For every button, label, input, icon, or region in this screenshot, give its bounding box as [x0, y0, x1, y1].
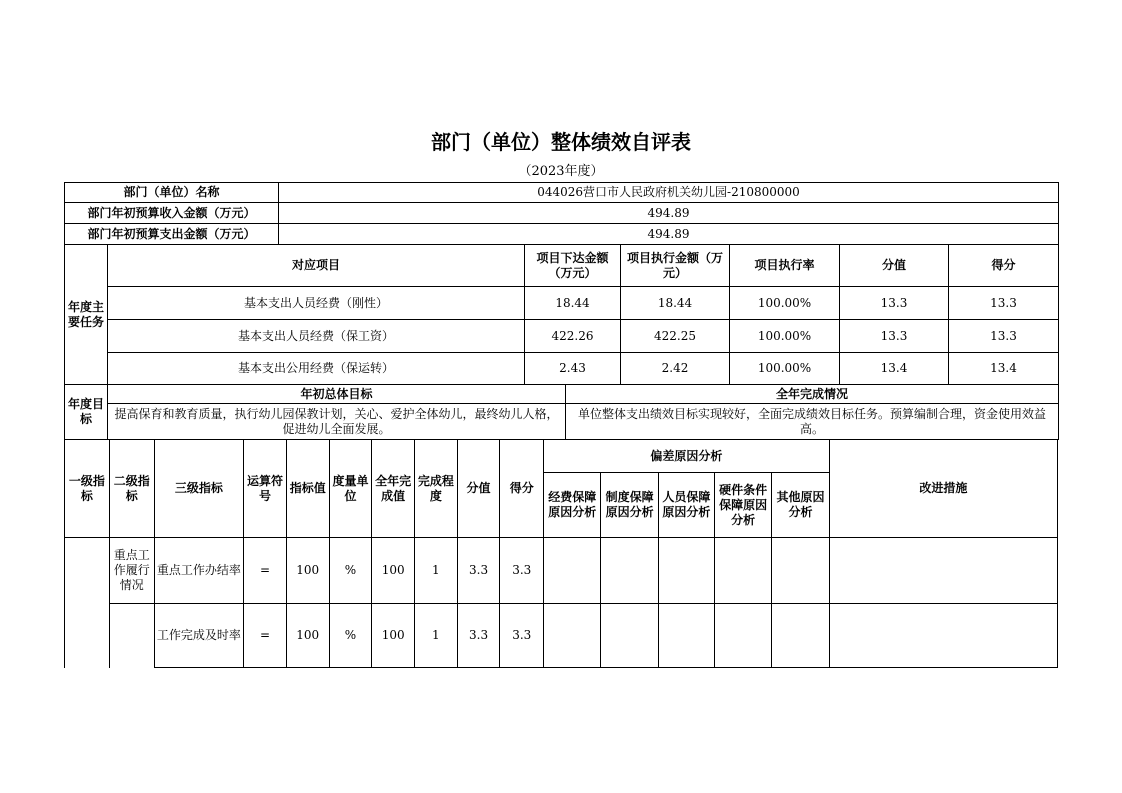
- operator-cell: =: [244, 538, 287, 604]
- task-score-value: 13.3: [840, 320, 949, 353]
- dev-system-cell: [601, 538, 658, 604]
- task-executed: 18.44: [621, 287, 730, 320]
- task-issued: 422.26: [525, 320, 621, 353]
- expense-budget-label: 部门年初预算支出金额（万元）: [65, 224, 279, 245]
- task-row: [65, 353, 1059, 385]
- col-issued-amount: 项目下达金额（万元）: [525, 245, 621, 287]
- task-name: 基本支出人员经费（保工资）: [108, 320, 525, 353]
- task-issued: 2.43: [525, 353, 621, 385]
- actual-cell: 100: [372, 538, 415, 604]
- completion-label: 全年完成情况: [566, 385, 1059, 404]
- completion-text: 单位整体支出绩效目标实现较好，全面完成绩效目标任务。预算编制合理，资金使用效益高。: [566, 404, 1059, 440]
- col-dev-funding: 经费保障原因分析: [544, 473, 601, 538]
- task-rate: 100.00%: [730, 287, 840, 320]
- targets-table: [64, 384, 1059, 440]
- indicator-row: [65, 604, 1058, 668]
- col-degree: 完成程度: [415, 440, 458, 538]
- task-rate: 100.00%: [730, 353, 840, 385]
- col-execution-rate: 项目执行率: [730, 245, 840, 287]
- col-level2: 二级指标: [109, 440, 154, 538]
- dev-staff-cell: [658, 604, 714, 668]
- dev-funding-cell: [544, 538, 601, 604]
- col-score-value: 分值: [840, 245, 949, 287]
- task-score: 13.4: [949, 353, 1059, 385]
- unit-cell: %: [329, 538, 372, 604]
- fiscal-year: （2023年度）: [518, 164, 604, 179]
- score-value-cell: 3.3: [457, 538, 500, 604]
- level2-cell: [109, 604, 154, 668]
- task-executed: 2.42: [621, 353, 730, 385]
- col-operator: 运算符号: [244, 440, 287, 538]
- dev-staff-cell: [658, 538, 714, 604]
- dev-other-cell: [772, 538, 829, 604]
- task-issued: 18.44: [525, 287, 621, 320]
- col-score: 得分: [949, 245, 1059, 287]
- expense-budget-value: 494.89: [279, 224, 1059, 245]
- level3-cell: 工作完成及时率: [154, 604, 244, 668]
- task-score-value: 13.3: [840, 287, 949, 320]
- improvement-cell: [829, 538, 1057, 604]
- indicators-table: [64, 439, 1058, 668]
- unit-name-value: 044026营口市人民政府机关幼儿园-210800000: [279, 183, 1059, 203]
- col-dev-staff: 人员保障原因分析: [658, 473, 714, 538]
- col-actual: 全年完成值: [372, 440, 415, 538]
- col-level3: 三级指标: [154, 440, 244, 538]
- score-value-cell: 3.3: [457, 604, 500, 668]
- score-cell: 3.3: [500, 538, 544, 604]
- dev-funding-cell: [544, 604, 601, 668]
- dev-hardware-cell: [715, 538, 772, 604]
- score-cell: 3.3: [500, 604, 544, 668]
- initial-target-label: 年初总体目标: [108, 385, 566, 404]
- target-cell: 100: [286, 604, 329, 668]
- col-level1: 一级指标: [65, 440, 110, 538]
- col-deviation: 偏差原因分析: [544, 440, 830, 473]
- actual-cell: 100: [372, 604, 415, 668]
- col-score-value: 分值: [457, 440, 500, 538]
- page-title: 部门（单位）整体绩效自评表: [431, 130, 691, 154]
- col-executed-amount: 项目执行金额（万元）: [621, 245, 730, 287]
- dev-other-cell: [772, 604, 829, 668]
- task-executed: 422.25: [621, 320, 730, 353]
- summary-table: [64, 182, 1059, 385]
- improvement-cell: [829, 604, 1057, 668]
- income-budget-value: 494.89: [279, 203, 1059, 224]
- col-project: 对应项目: [108, 245, 525, 287]
- task-name: 基本支出人员经费（刚性）: [108, 287, 525, 320]
- income-budget-label: 部门年初预算收入金额（万元）: [65, 203, 279, 224]
- task-row: [65, 320, 1059, 353]
- task-rate: 100.00%: [730, 320, 840, 353]
- task-score: 13.3: [949, 320, 1059, 353]
- level3-cell: 重点工作办结率: [154, 538, 244, 604]
- unit-name-label: 部门（单位）名称: [65, 183, 279, 203]
- level2-cell: 重点工作履行情况: [109, 538, 154, 604]
- col-score: 得分: [500, 440, 544, 538]
- degree-cell: 1: [415, 604, 458, 668]
- col-dev-system: 制度保障原因分析: [601, 473, 658, 538]
- col-target: 指标值: [286, 440, 329, 538]
- dev-system-cell: [601, 604, 658, 668]
- task-score: 13.3: [949, 287, 1059, 320]
- annual-targets-label: 年度目标: [65, 385, 108, 440]
- col-improvement: 改进措施: [829, 440, 1057, 538]
- col-dev-hardware: 硬件条件保障原因分析: [715, 473, 772, 538]
- dev-hardware-cell: [715, 604, 772, 668]
- task-row: [65, 287, 1059, 320]
- operator-cell: =: [244, 604, 287, 668]
- unit-cell: %: [329, 604, 372, 668]
- col-unit: 度量单位: [329, 440, 372, 538]
- annual-tasks-label: 年度主要任务: [65, 245, 108, 385]
- indicator-row: [65, 538, 1058, 604]
- degree-cell: 1: [415, 538, 458, 604]
- target-cell: 100: [286, 538, 329, 604]
- level1-cell: [65, 538, 110, 668]
- task-score-value: 13.4: [840, 353, 949, 385]
- initial-target-text: 提高保育和教育质量，执行幼儿园保教计划，关心、爱护全体幼儿，最终幼儿人格，促进幼儿全面发展。: [108, 404, 566, 440]
- task-name: 基本支出公用经费（保运转）: [108, 353, 525, 385]
- col-dev-other: 其他原因分析: [772, 473, 829, 538]
